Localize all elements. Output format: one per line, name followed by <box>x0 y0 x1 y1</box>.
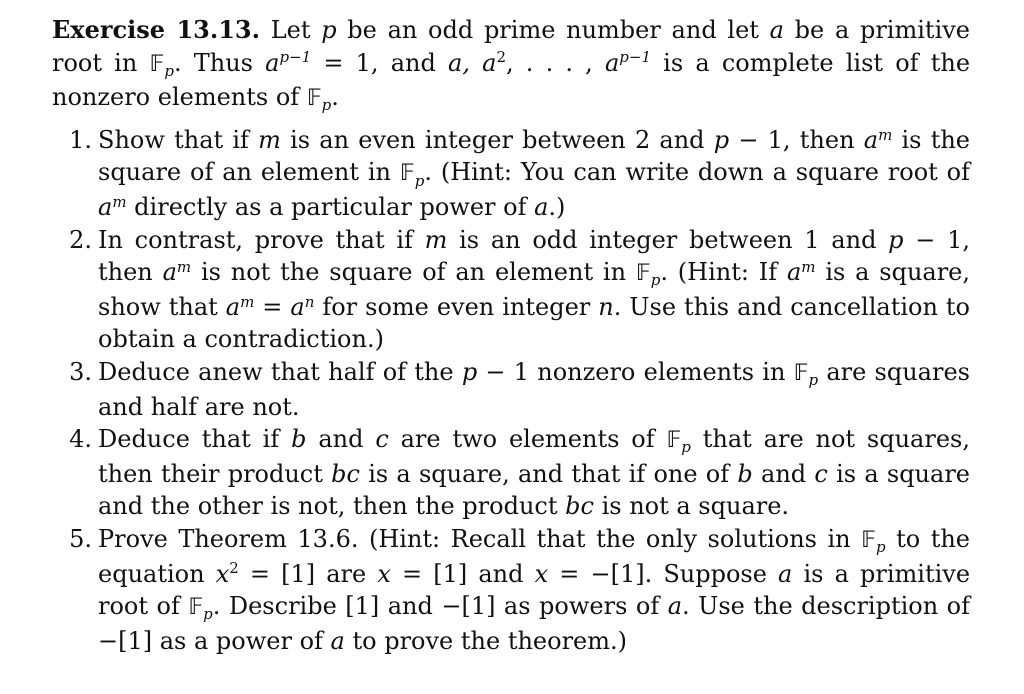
intro-text: . <box>331 83 339 112</box>
item-number: 4. <box>69 425 92 454</box>
math-var: p <box>321 16 337 44</box>
intro-text: = 1, and <box>311 48 449 77</box>
intro-text: is a complete list of the nonzero elements of <box>52 48 971 112</box>
math-var: a <box>265 48 280 77</box>
item-number: 2. <box>69 225 92 254</box>
intro-text: be a primitive root in <box>52 16 970 77</box>
exercise-page <box>52 14 970 657</box>
math-sup: p−1 <box>279 48 312 67</box>
field-symbol: 𝔽 <box>306 86 322 112</box>
list-item <box>52 523 970 657</box>
math-var: a, a <box>448 48 497 77</box>
intro-text: Let <box>259 16 322 44</box>
exercise-label: Exercise 13.13. <box>52 15 260 44</box>
item-number: 1. <box>69 125 92 154</box>
item-text: Show that if m is an even integer between 2 and p − 1, then $a^m$ is the square of an element in 𝔽$_p$. (Hint: You can write down a square root of $a^m$ directly as a particular power of a.) <box>98 125 971 221</box>
intro-text: be an odd prime number and let <box>336 16 770 44</box>
math-var: a <box>604 48 620 77</box>
math-sub: p <box>321 96 332 115</box>
list-item <box>52 423 970 523</box>
exercise-item-list <box>52 124 970 658</box>
math-sub: p <box>164 61 174 80</box>
item-number: 3. <box>69 357 92 386</box>
item-text: Prove Theorem 13.6. (Hint: Recall that the only solutions in 𝔽$_p$ to the equation $x^2 = [1]$ are x = [1] and x = −[1]. Suppose a is a primitive root of 𝔽$_p$. Describe [1] and −[1] as powers of a. Use the description of −[1] as a power of a to prove the theorem.) <box>98 524 971 655</box>
item-text: In contrast, prove that if m is an odd integer between 1 and p − 1, then $a^m$ is not the square of an element in 𝔽$_p$. (Hint: If $a^m$ is a square, show that $a^m = a^n$ for some even integer n. Use this and cancellation to obtain a contradiction.) <box>98 225 971 354</box>
math-sup: 2 <box>496 48 506 67</box>
item-number: 5. <box>69 524 92 553</box>
intro-text: , . . . , <box>505 48 605 77</box>
item-text: Deduce that if b and c are two elements of 𝔽$_p$ that are not squares, then their product bc is a square, and that if one of b and c is a square and the other is not, then the product bc is not a square. <box>98 425 970 521</box>
list-item <box>52 124 970 224</box>
math-var: a <box>769 16 784 44</box>
math-sup: p−1 <box>619 48 652 67</box>
exercise-intro <box>52 14 970 116</box>
field-symbol: 𝔽 <box>149 51 165 77</box>
list-item <box>52 224 970 356</box>
intro-text: . Thus <box>173 48 266 77</box>
list-item <box>52 356 970 423</box>
item-text: Deduce anew that half of the p − 1 nonzero elements in 𝔽$_p$ are squares and half are not. <box>98 357 970 421</box>
